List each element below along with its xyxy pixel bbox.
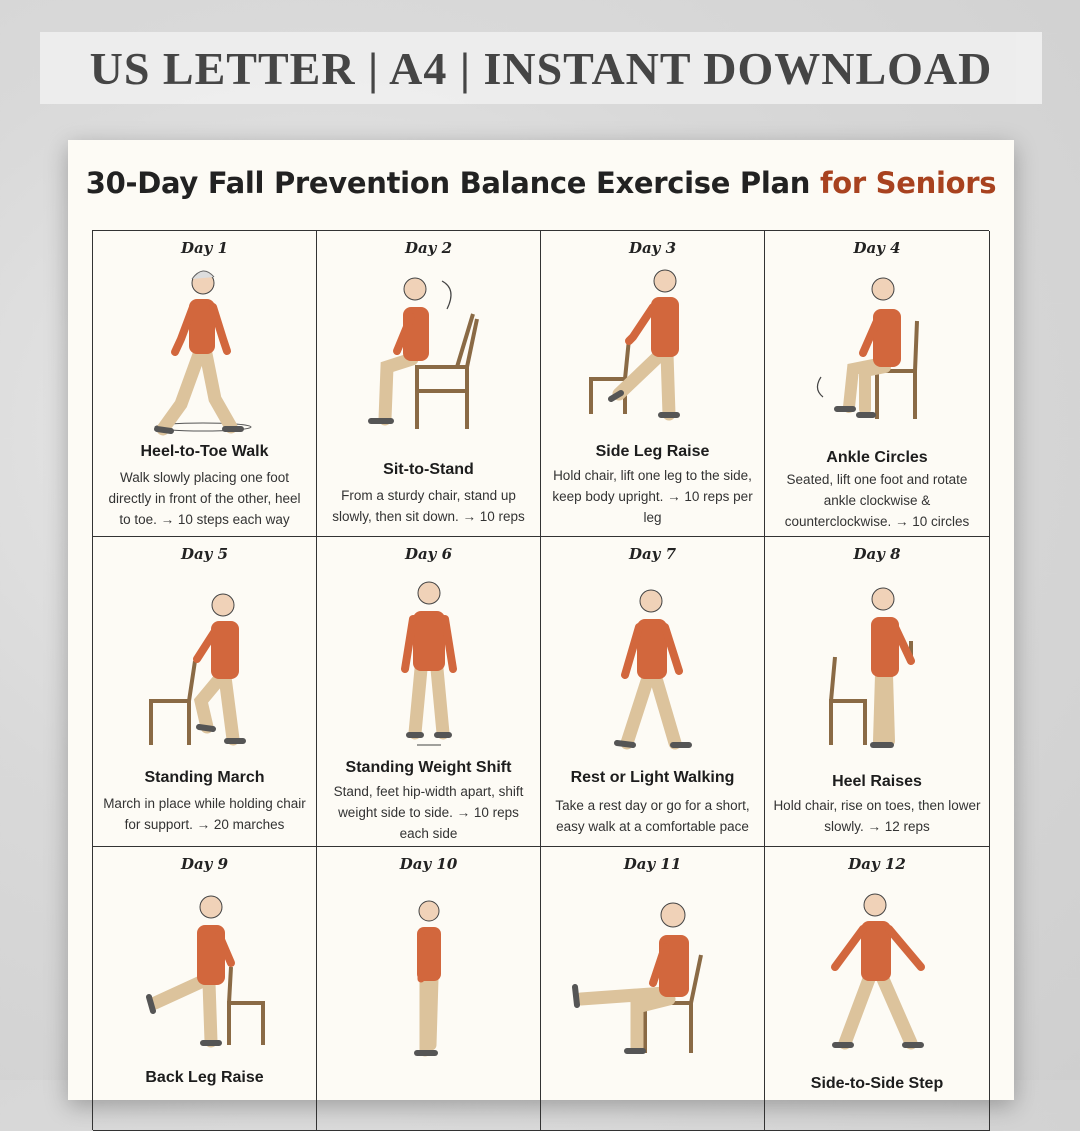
light-walking-figure-illustration <box>541 565 765 755</box>
exercise-card-day-4 <box>765 231 990 537</box>
exercise-name: Ankle Circles <box>826 449 928 466</box>
day-label: Day 7 <box>628 545 677 563</box>
weight-shift-figure-illustration <box>317 565 541 755</box>
walking-figure-illustration <box>93 259 317 449</box>
exercise-card-day-9 <box>93 847 317 1131</box>
back-leg-raise-figure-illustration <box>93 875 317 1065</box>
exercise-description: Seated, lift one foot and rotate ankle clockwise & counterclockwise. → 10 circles <box>784 472 970 529</box>
exercise-name: Heel-to-Toe Walk <box>140 443 269 460</box>
banner-text: US LETTER | A4 | INSTANT DOWNLOAD <box>89 42 993 94</box>
day-label: Day 11 <box>623 855 682 873</box>
sit-to-stand-figure-illustration <box>317 259 541 449</box>
exercise-card-day-5 <box>93 537 317 847</box>
seated-leg-extension-figure-illustration <box>541 875 765 1065</box>
title-accent: for Seniors <box>819 166 997 200</box>
exercise-name: Heel Raises <box>832 773 922 790</box>
exercise-description: Hold chair, rise on toes, then lower slowly. → 12 reps <box>773 798 981 834</box>
day-label: Day 1 <box>180 239 229 257</box>
exercise-card-day-1 <box>93 231 317 537</box>
exercise-grid <box>92 230 989 1130</box>
exercise-card-day-11 <box>541 847 765 1131</box>
exercise-description: Hold chair, lift one leg to the side, keep body upright. → 10 reps per leg <box>552 468 753 525</box>
side-leg-raise-figure-illustration <box>541 259 765 449</box>
exercise-name: Side Leg Raise <box>595 443 710 460</box>
format-banner <box>40 32 1042 104</box>
exercise-card-day-10 <box>317 847 541 1131</box>
day-label: Day 5 <box>180 545 229 563</box>
sheet-title <box>68 166 1014 200</box>
exercise-card-day-12 <box>765 847 990 1131</box>
exercise-name: Standing March <box>144 769 265 786</box>
day-label: Day 12 <box>848 855 906 873</box>
exercise-name: Sit-to-Stand <box>383 461 474 478</box>
ankle-circles-figure-illustration <box>765 259 989 449</box>
standing-march-figure-illustration <box>93 565 317 755</box>
exercise-description: From a sturdy chair, stand up slowly, then sit down. → 10 reps <box>332 488 525 524</box>
exercise-card-day-2 <box>317 231 541 537</box>
standing-balance-figure-illustration <box>317 875 541 1065</box>
exercise-name: Standing Weight Shift <box>345 759 512 776</box>
day-label: Day 2 <box>404 239 453 257</box>
exercise-name: Side-to-Side Step <box>810 1075 944 1092</box>
day-label: Day 3 <box>628 239 677 257</box>
exercise-plan-sheet <box>68 140 1014 1100</box>
exercise-name: Back Leg Raise <box>145 1069 264 1086</box>
heel-raises-figure-illustration <box>765 565 989 755</box>
exercise-name: Rest or Light Walking <box>570 769 735 786</box>
side-step-figure-illustration <box>765 875 989 1065</box>
exercise-description: Take a rest day or go for a short, easy walk at a comfortable pace <box>555 798 750 834</box>
day-label: Day 10 <box>399 855 458 873</box>
day-label: Day 9 <box>180 855 229 873</box>
exercise-card-day-3 <box>541 231 765 537</box>
exercise-description: Walk slowly placing one foot directly in front of the other, heel to toe. → 10 steps each way <box>108 470 301 527</box>
exercise-card-day-8 <box>765 537 990 847</box>
exercise-description: Stand, feet hip-width apart, shift weight side to side. → 10 reps each side <box>333 784 524 841</box>
day-label: Day 8 <box>853 545 901 563</box>
title-main: 30-Day Fall Prevention Balance Exercise Plan <box>85 166 811 200</box>
exercise-card-day-6 <box>317 537 541 847</box>
exercise-description: March in place while holding chair for support. → 20 marches <box>103 796 306 832</box>
day-label: Day 4 <box>853 239 901 257</box>
exercise-card-day-7 <box>541 537 765 847</box>
day-label: Day 6 <box>404 545 453 563</box>
